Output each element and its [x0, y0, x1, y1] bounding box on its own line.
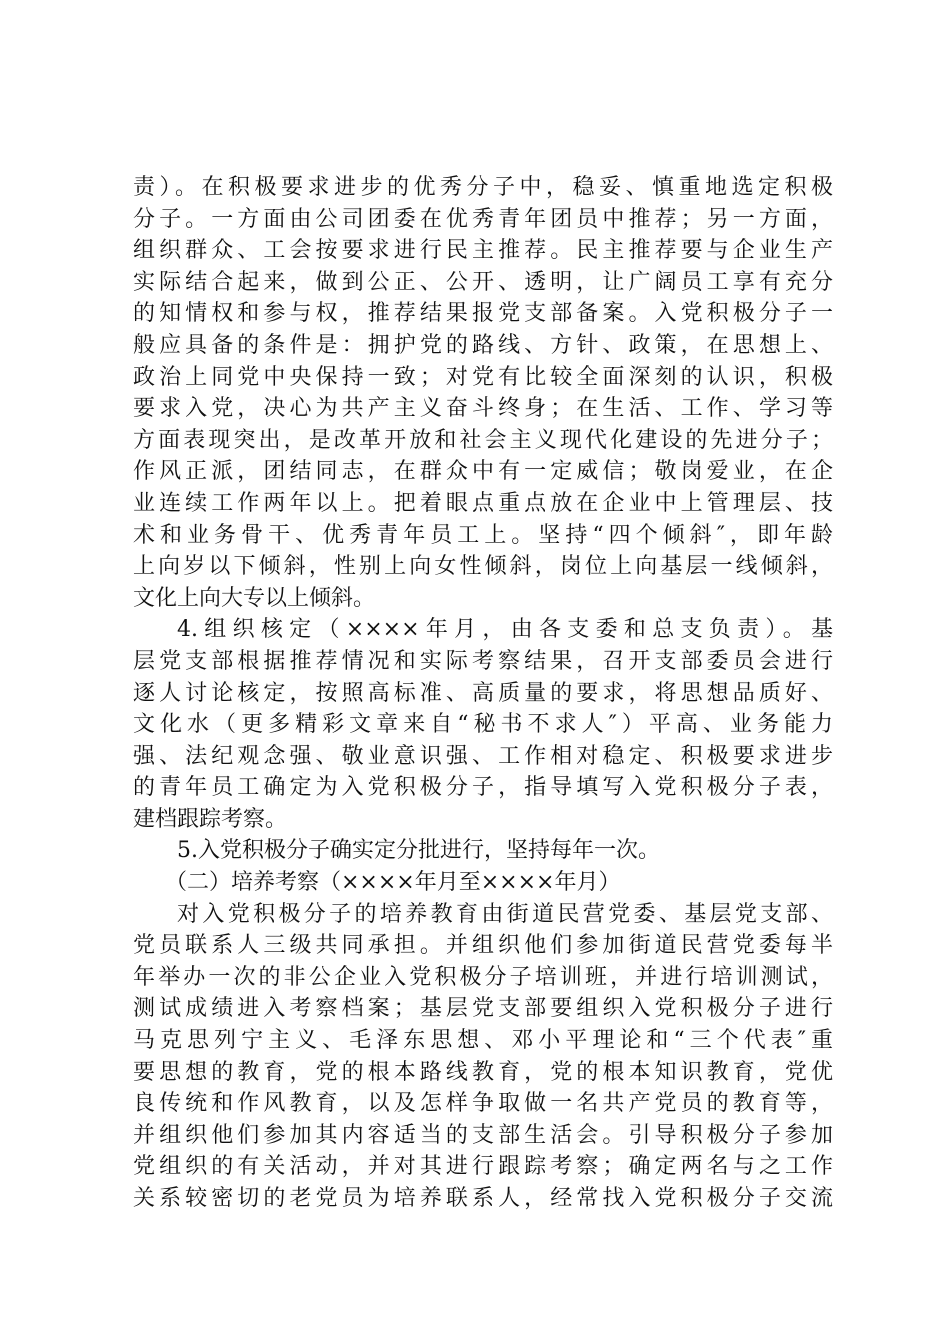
text-line: 测试成绩进入考察档案；基层党支部要组织入党积极分子进行 — [133, 996, 833, 1022]
text-line: 并组织他们参加其内容适当的支部生活会。引导积极分子参加 — [133, 1122, 833, 1148]
text-line: 文化水（更多精彩文章来自“秘书不求人″）平高、业务能力 — [133, 712, 833, 738]
text-line: 建档跟踪考察。 — [133, 806, 288, 832]
text-line: 对入党积极分子的培养教育由街道民营党委、基层党支部、 — [177, 901, 833, 927]
text-line: 般应具备的条件是：拥护党的路线、方针、政策，在思想上、 — [133, 332, 833, 358]
text-line: 要思想的教育，党的根本路线教育，党的根本知识教育，党优 — [133, 1059, 833, 1085]
text-line: 的青年员工确定为入党积极分子，指导填写入党积极分子表， — [133, 775, 833, 801]
text-line: 逐人讨论核定，按照高标准、高质量的要求，将思想品质好、 — [133, 680, 833, 706]
body-text — [133, 172, 833, 1215]
text-line: 术和业务骨干、优秀青年员工上。坚持“四个倾斜″，即年龄 — [133, 522, 833, 548]
text-line: 要求入党，决心为共产主义奋斗终身；在生活、工作、学习等 — [133, 396, 833, 422]
text-line: 党员联系人三级共同承担。并组织他们参加街道民营党委每半 — [133, 933, 833, 959]
text-line: 业连续工作两年以上。把着眼点重点放在企业中上管理层、技 — [133, 490, 833, 516]
text-line: 层党支部根据推荐情况和实际考察结果，召开支部委员会进行 — [133, 648, 833, 674]
text-line: 马克思列宁主义、毛泽东思想、邓小平理论和“三个代表″重 — [133, 1028, 833, 1054]
text-line: 实际结合起来，做到公正、公开、透明，让广阔员工享有充分 — [133, 269, 833, 295]
text-line: 责）。在积极要求进步的优秀分子中，稳妥、慎重地选定积极 — [133, 175, 833, 200]
text-line: 年举办一次的非公企业入党积极分子培训班，并进行培训测试， — [133, 964, 833, 990]
text-line: 方面表现突出，是改革开放和社会主义现代化建设的先进分子； — [133, 427, 833, 453]
text-line: 文化上向大专以上倾斜。 — [133, 585, 376, 611]
text-line: 强、法纪观念强、敬业意识强、工作相对稳定、积极要求进步 — [133, 743, 833, 769]
text-line: 5.入党积极分子确实定分批进行，坚持每年一次。 — [177, 838, 660, 864]
text-line: 分子。一方面由公司团委在优秀青年团员中推荐；另一方面， — [133, 206, 833, 232]
text-line: 良传统和作风教育，以及怎样争取做一名共产党员的教育等， — [133, 1091, 833, 1117]
section-heading: （二）培养考察（××××年月至××××年月） — [165, 870, 621, 896]
text-line: 组织群众、工会按要求进行民主推荐。民主推荐要与企业生产 — [133, 238, 833, 264]
text-line: 政治上同党中央保持一致；对党有比较全面深刻的认识，积极 — [133, 364, 833, 390]
text-line: 党组织的有关活动，并对其进行跟踪考察；确定两名与之工作 — [133, 1154, 833, 1180]
text-line: 作风正派，团结同志，在群众中有一定威信；敬岗爱业，在企 — [133, 459, 833, 485]
text-line: 上向岁以下倾斜，性别上向女性倾斜，岗位上向基层一线倾斜， — [133, 554, 833, 580]
text-line: 关系较密切的老党员为培养联系人，经常找入党积极分子交流 — [133, 1186, 833, 1211]
text-line: 的知情权和参与权，推荐结果报党支部备案。入党积极分子一 — [133, 301, 833, 327]
text-line: 4.组织核定（××××年月，由各支委和总支负责）。基 — [177, 617, 833, 643]
